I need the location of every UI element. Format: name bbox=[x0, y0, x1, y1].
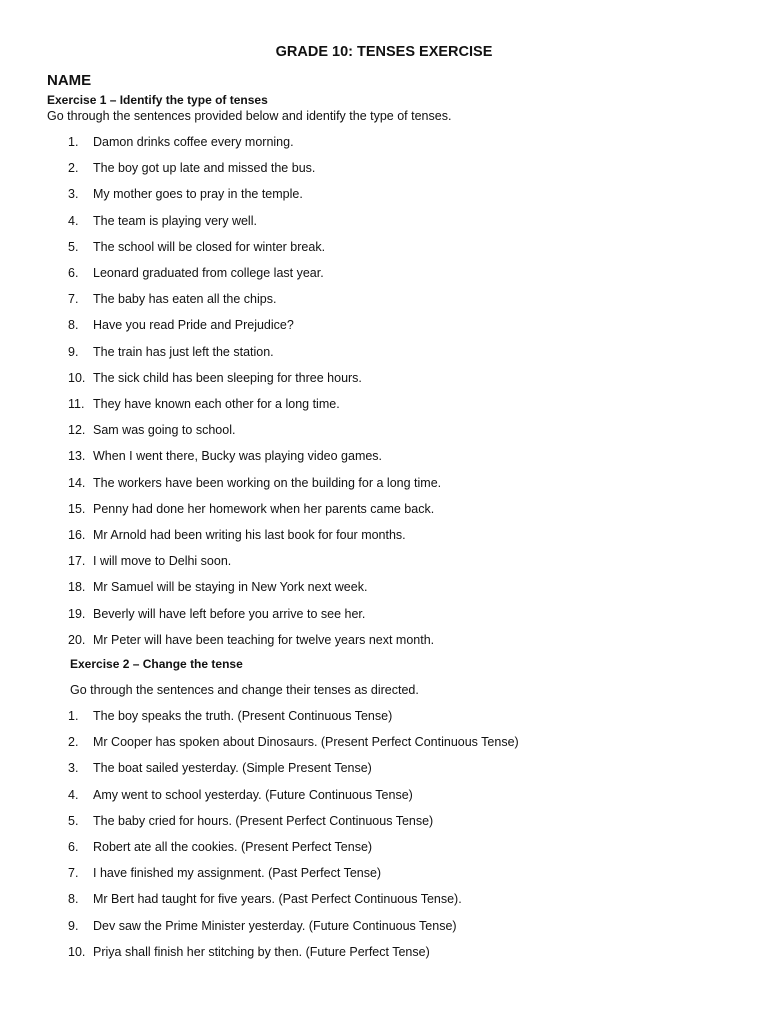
exercise-2-item-number: 7. bbox=[68, 866, 79, 881]
exercise-1-item-number: 6. bbox=[68, 266, 79, 280]
exercise-1-heading: Exercise 1 – Identify the type of tenses bbox=[47, 93, 268, 107]
exercise-1-item-number: 4. bbox=[68, 213, 79, 228]
exercise-2-item-number: 10. bbox=[68, 944, 86, 959]
exercise-2-item-number: 4. bbox=[68, 787, 79, 802]
exercise-1-item-text: Leonard graduated from college last year. bbox=[93, 266, 324, 280]
exercise-1-item-text: I will move to Delhi soon. bbox=[93, 554, 232, 569]
exercise-2-item-number: 9. bbox=[68, 918, 79, 933]
exercise-1-item-number: 13. bbox=[68, 449, 86, 464]
exercise-1-item-number: 1. bbox=[68, 135, 79, 149]
exercise-1-item-text: The workers have been working on the building for a long time. bbox=[93, 475, 442, 490]
exercise-1-instructions: Go through the sentences provided below and identify the type of tenses. bbox=[47, 109, 452, 123]
exercise-1-item-number: 17. bbox=[68, 554, 86, 569]
exercise-1-item-text: The team is playing very well. bbox=[93, 213, 257, 228]
exercise-1-item-text: They have known each other for a long time. bbox=[93, 397, 340, 411]
exercise-1-item-number: 10. bbox=[68, 370, 86, 385]
exercise-1-item-text: When I went there, Bucky was playing video games. bbox=[93, 449, 383, 464]
exercise-2-item-number: 6. bbox=[68, 840, 79, 854]
exercise-1-item-number: 15. bbox=[68, 501, 86, 516]
exercise-1-item-number: 8. bbox=[68, 318, 79, 333]
exercise-1-item-text: Mr Arnold had been writing his last book for four months. bbox=[93, 528, 406, 542]
exercise-2-item-text: Mr Bert had taught for five years. (Past Perfect Continuous Tense). bbox=[93, 892, 462, 907]
exercise-1-item-text: My mother goes to pray in the temple. bbox=[93, 187, 303, 202]
exercise-1-item-text: The boy got up late and missed the bus. bbox=[93, 161, 316, 176]
exercise-1-item-text: Sam was going to school. bbox=[93, 423, 236, 438]
exercise-1-item-number: 18. bbox=[68, 580, 86, 595]
exercise-2-item-number: 8. bbox=[68, 892, 79, 907]
exercise-1-item-number: 9. bbox=[68, 344, 79, 359]
exercise-1-item-text: The baby has eaten all the chips. bbox=[93, 292, 277, 307]
exercise-2-item-text: Amy went to school yesterday. (Future Continuous Tense) bbox=[93, 787, 413, 802]
name-label: NAME bbox=[47, 72, 92, 89]
exercise-1-item-number: 20. bbox=[68, 632, 86, 647]
exercise-2-item-number: 1. bbox=[68, 709, 79, 723]
exercise-1-item-number: 14. bbox=[68, 475, 86, 490]
exercise-1-item-number: 3. bbox=[68, 187, 79, 202]
exercise-1-item-text: Penny had done her homework when her parents came back. bbox=[93, 501, 435, 516]
exercise-1-item-number: 2. bbox=[68, 161, 79, 176]
exercise-2-item-text: I have finished my assignment. (Past Perfect Tense) bbox=[93, 866, 382, 881]
exercise-2-item-text: Robert ate all the cookies. (Present Perfect Tense) bbox=[93, 840, 373, 854]
exercise-1-item-text: The sick child has been sleeping for three hours. bbox=[93, 370, 362, 385]
exercise-2-item-text: Priya shall finish her stitching by then. (Future Perfect Tense) bbox=[93, 944, 430, 959]
page-title: GRADE 10: TENSES EXERCISE bbox=[275, 44, 493, 60]
exercise-1-item-number: 7. bbox=[68, 292, 79, 307]
exercise-2-item-number: 2. bbox=[68, 735, 79, 750]
exercise-2-item-text: The baby cried for hours. (Present Perfect Continuous Tense) bbox=[93, 813, 434, 828]
exercise-1-item-text: Mr Peter will have been teaching for twelve years next month. bbox=[93, 632, 435, 647]
exercise-1-item-text: Mr Samuel will be staying in New York next week. bbox=[93, 580, 368, 595]
exercise-2-item-text: Mr Cooper has spoken about Dinosaurs. (Present Perfect Continuous Tense) bbox=[93, 735, 519, 750]
exercise-1-item-number: 19. bbox=[68, 606, 86, 621]
exercise-1-item-number: 12. bbox=[68, 423, 86, 438]
exercise-1-item-text: Have you read Pride and Prejudice? bbox=[93, 318, 294, 333]
exercise-1-item-number: 11. bbox=[68, 397, 85, 411]
exercise-2-item-text: The boat sailed yesterday. (Simple Present Tense) bbox=[93, 761, 372, 776]
exercise-2-item-number: 5. bbox=[68, 813, 79, 828]
exercise-2-item-number: 3. bbox=[68, 761, 79, 776]
exercise-2-instructions: Go through the sentences and change their tenses as directed. bbox=[70, 683, 419, 697]
exercise-1-item-text: The train has just left the station. bbox=[93, 344, 274, 359]
exercise-1-item-text: Damon drinks coffee every morning. bbox=[93, 135, 294, 149]
exercise-1-item-text: The school will be closed for winter break. bbox=[93, 239, 326, 254]
exercise-2-item-text: Dev saw the Prime Minister yesterday. (Future Continuous Tense) bbox=[93, 918, 457, 933]
exercise-2-item-text: The boy speaks the truth. (Present Continuous Tense) bbox=[93, 709, 393, 723]
exercise-1-item-number: 16. bbox=[68, 528, 86, 542]
exercise-2-heading: Exercise 2 – Change the tense bbox=[70, 657, 243, 671]
exercise-1-item-number: 5. bbox=[68, 239, 79, 254]
exercise-1-item-text: Beverly will have left before you arrive to see her. bbox=[93, 606, 366, 621]
